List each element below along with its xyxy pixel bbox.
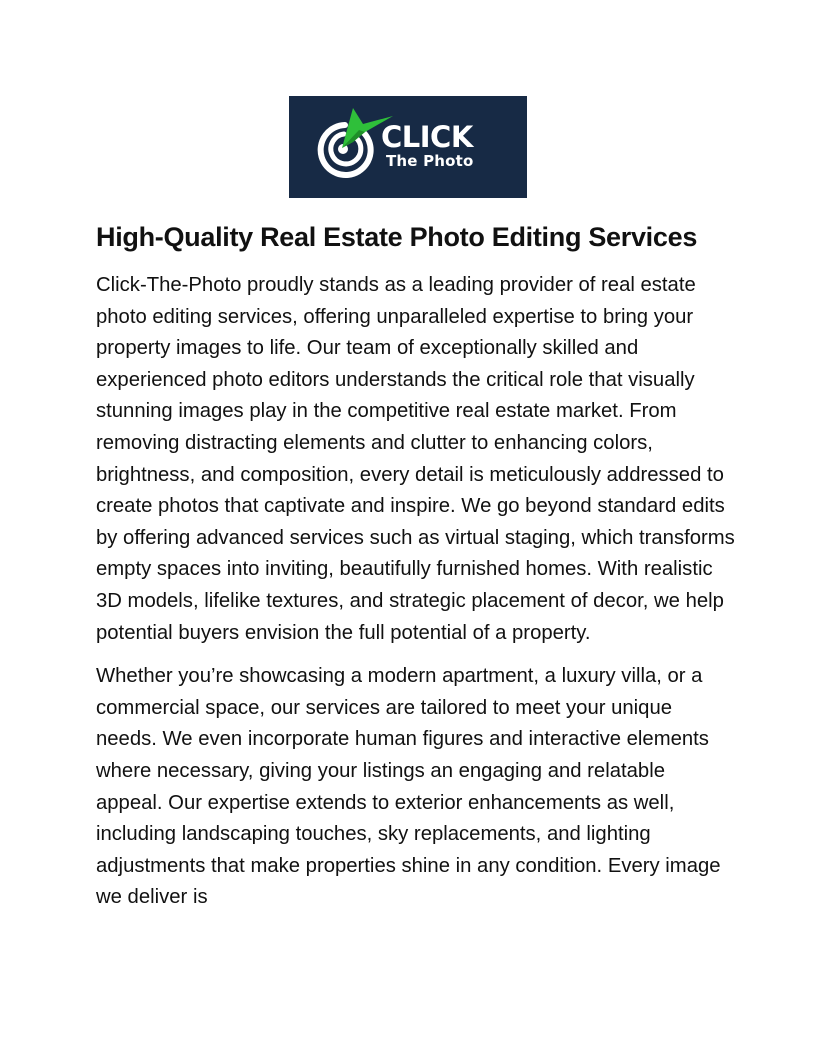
- logo-wordmark: CLICK: [381, 120, 473, 154]
- company-logo: [289, 96, 527, 198]
- paragraph-2: Whether you’re showcasing a modern apartment, a luxury villa, or a commercial space, our services are tailored to meet your unique needs. We even incorporate human figures and interactive elements where necessary, giving your listings an engaging and relatable appeal. Our expertise extends to exterior enhancements as well, including landscaping touches, sky replacements, and lighting adjustments that make properties shine in any condition. Every image we deliver is: [96, 665, 721, 909]
- page-title: High-Quality Real Estate Photo Editing Services: [96, 222, 698, 252]
- logo-tagline: The Photo: [386, 152, 474, 170]
- paragraph-1: Click-The-Photo proudly stands as a leading provider of real estate photo editing services, offering unparalleled expertise to bring your property images to life. Our team of exceptionally skilled and experienced photo editors understands the critical role that visually stunning images play in the competitive real estate market. From removing distracting elements and clutter to enhancing colors, brightness, and composition, every detail is meticulously addressed to create photos that captivate and inspire. We go beyond standard edits by offering advanced services such as virtual staging, which transforms empty spaces into inviting, beautifully furnished homes. With realistic 3D models, lifelike textures, and strategic placement of decor, we help potential buyers envision the full potential of a property.: [96, 274, 735, 644]
- article: [96, 220, 736, 926]
